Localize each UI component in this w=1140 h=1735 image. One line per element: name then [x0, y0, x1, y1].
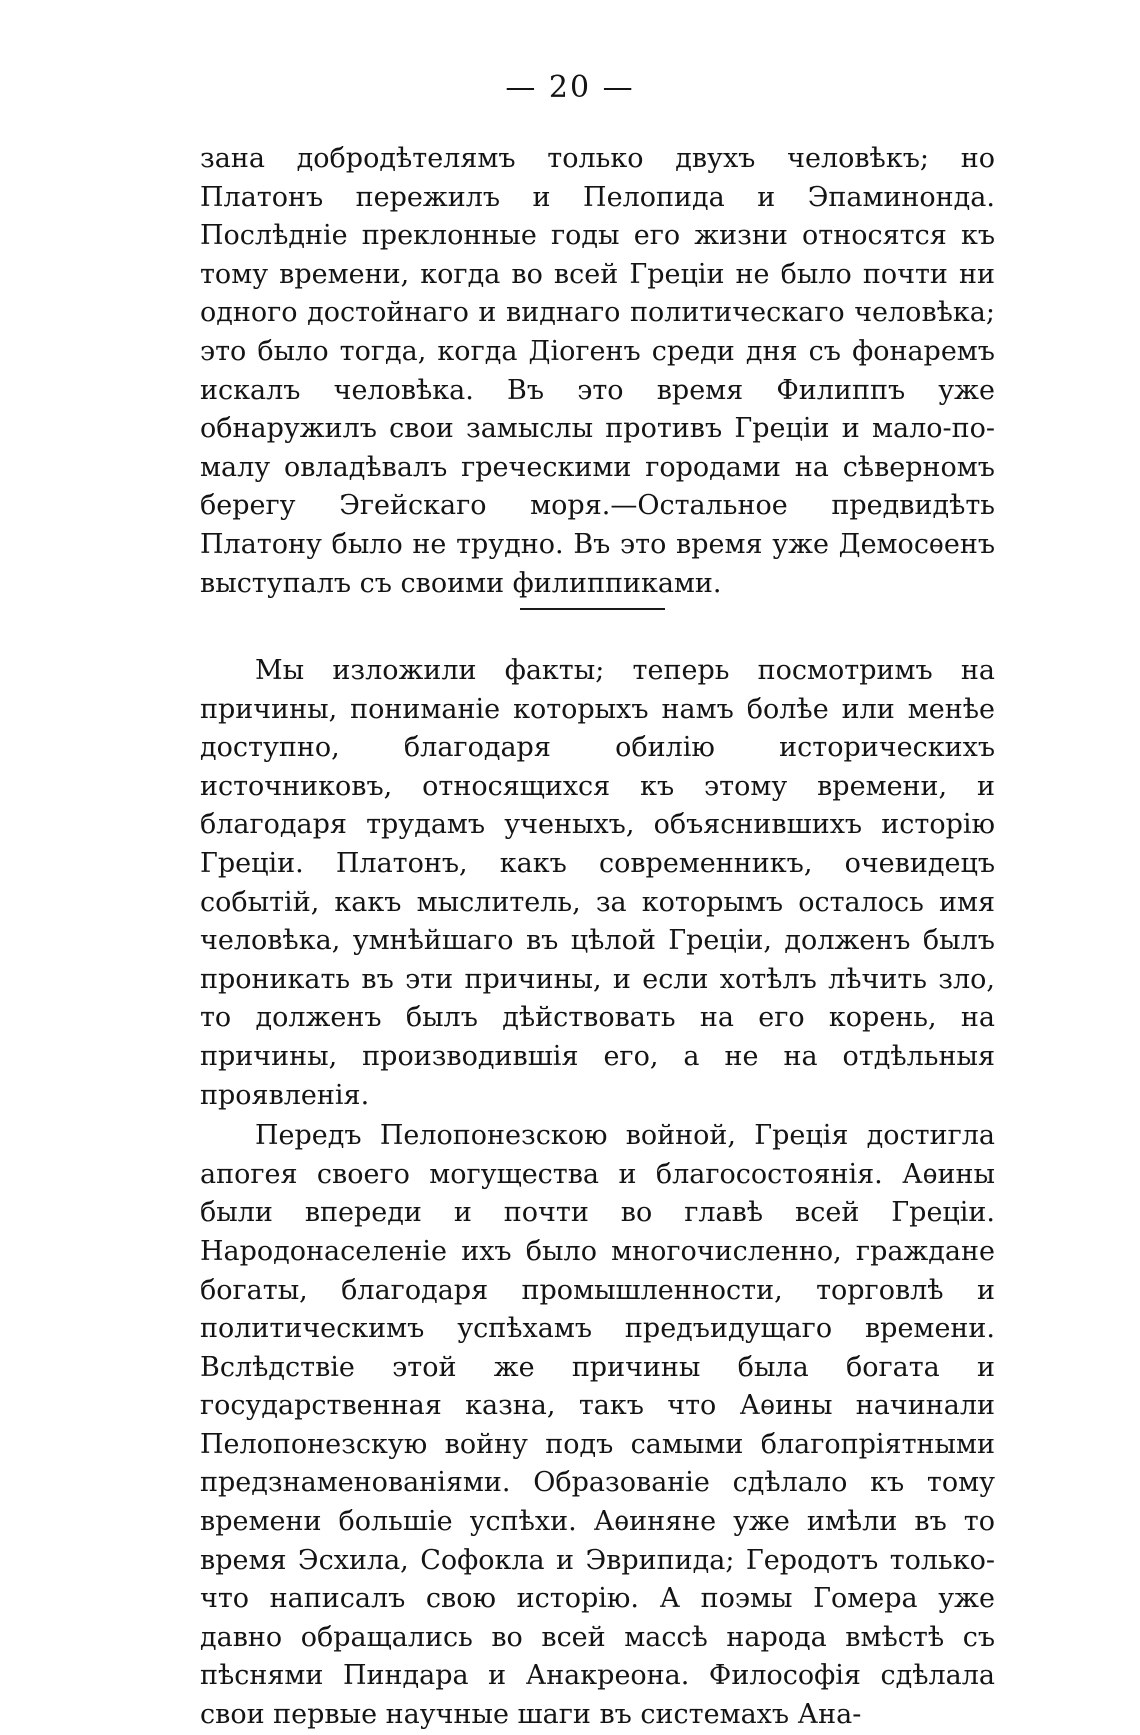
text-block-top [200, 140, 995, 603]
paragraph-causes: Мы изложили факты; теперь посмотримъ на причины, пониманіе которыхъ намъ болѣе или менѣе доступно, благодаря обилію историческихъ источниковъ, относящихся къ этому времени, и благодаря трудамъ ученыхъ, объяснившихъ исторію Греціи. Платонъ, какъ современникъ, очевидецъ событій, какъ мыслитель, за которымъ осталось имя человѣка, умнѣйшаго въ цѣлой Греціи, долженъ былъ проникать въ эти причины, и если хотѣлъ лѣчить зло, то долженъ былъ дѣйствовать на его корень, на причины, производившія его, а не на отдѣльныя проявленія. [200, 655, 995, 1111]
page-number: — 20 — [505, 70, 635, 105]
paragraph-greece: Передъ Пелопонезскою войной, Греція достигла апогея своего могущества и благосостоянія. Аѳины были впереди и почти во главѣ всей Греціи. Народонаселеніе ихъ было многочисленно, граждане богаты, благодаря промышленности, торговлѣ и политическимъ успѣхамъ предъидущаго времени. Вслѣдствіе этой же причины была богата и государственная казна, такъ что Аѳины начинали Пелопонезскую войну подъ самыми благопріятными предзнаменованіями. Образованіе сдѣлало къ тому времени большіе успѣхи. Аѳиняне уже имѣли въ то время Эсхила, Софокла и Эврипида; Геродотъ только-что написалъ свою исторію. А поэмы Гомера уже давно обращались во всей массѣ народа вмѣстѣ съ пѣснями Пиндара и Анакреона. Философія сдѣлала свои первые научные шаги въ системахъ Ана- [200, 1120, 995, 1731]
paragraph-continued: зана добродѣтелямъ только двухъ человѣкъ; но Платонъ пережилъ и Пелопида и Эпаминонда. Послѣдніе преклонные годы его жизни относятся къ тому времени, когда во всей Греціи не было почти ни одного достойнаго и виднаго политическаго человѣка; это было тогда, когда Діогенъ среди дня съ фонаремъ искалъ человѣка. Въ это время Филиппъ уже обнаружилъ свои замыслы противъ Греціи и мало-по-малу овладѣвалъ греческими городами на сѣверномъ берегу Эгейскаго моря.—Остальное предвидѣть Платону было не трудно. Въ это время уже Демосѳенъ выступалъ съ своими филиппиками. [200, 143, 995, 599]
section-separator [520, 608, 665, 610]
text-block-bottom [200, 652, 995, 1735]
